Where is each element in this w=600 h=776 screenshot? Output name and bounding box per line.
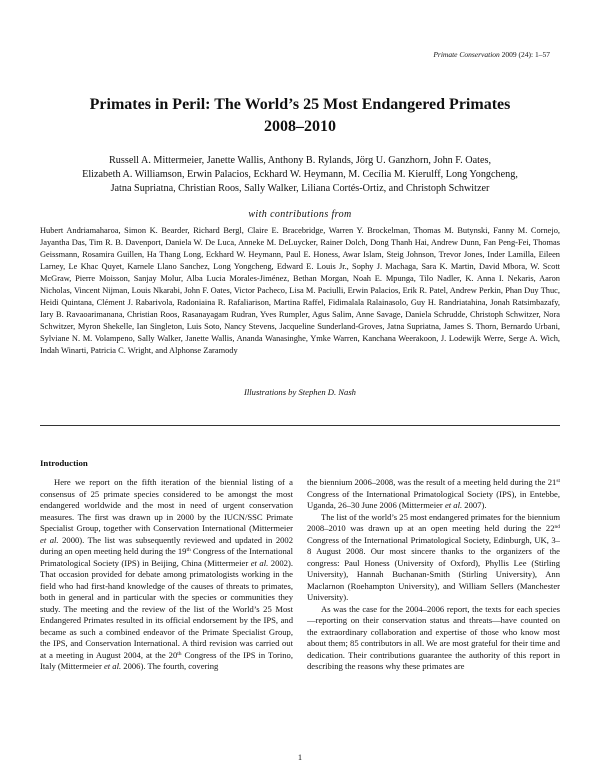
contributor-list: Hubert Andriamaharoa, Simon K. Bearder, Richard Bergl, Claire E. Bracebridge, Warren Y. Brockelman, Thomas M. Butynski, Fanny M. Cornejo, Jayantha Das, Tim R. B. Davenport, Daniela W. De Luca, Anneke M. DeLuycker, Rainer Dolch, Dong Thanh Hai, Andrew Dunn, Fan Peng-Fei, Thomas Geissmann, Rosamira Guillen, Ha Thang Long, Eckhard W. Heymann, Paul E. Honess, Awar Islam, Steig Johnson, Trevor Jones, Inder Lamilla, Eileen Larney, Le Khac Quyet, Karnele Llano Sanchez, Long Yongcheng, Edward E. Louis Jr., Sophy J. Machaga, Sara K. Martin, David Mbora, W. Scott McGraw, Pierre Moisson, Sanjay Molur, Alba Lucia Morales-Jiménez, Bethan Morgan, Noah E. Mpunga, Tilo Nadler, K. Anna I. Nekaris, Aaron Nicholas, Vincent Nijman, Louis Nkarabi, John F. Oates, Victor Pacheco, Lisa M. Paciulli, Erwin Palacios, Erik R. Patel, Andrew Perkin, Phan Duy Thuc, Heidi Quintana, Clément J. Rabarivola, Radoniaina R. Rafaliarison, Martina Raffel, Fidimalala Ralainasolo, Guy H. Randriatahina, Jonah Ratsimbazafy, Iary B. Ravaoarimanana, Christian Roos, Rasanayagam Rudran, Yves Rumpler, Agus Salim, Anne Savage, Daniela Schrudde, Christoph Schwitzer, Nora Schwitzer, Myron Shekelle, Ian Singleton, Luis Soto, Nancy Stevens, Jacqueline Sunderland-Groves, Jatna Supriatna, James S. Thorn, Bernardo Urbani, Sylviane N. M. Volampeno, Sally Walker, Janette Wallis, Ananda Wanasinghe, Ymke Warren, Kanchana Weerakoon, J. Lodewijk Werre, Serge A. Wich, Indah Winarti, Patricia C. Wright, and Alphonse Zaramody [40,226,560,355]
with-contributions-label: with contributions from [248,209,352,220]
intro-paragraph-continued: the biennium 2006–2008, was the result of a meeting held during the 21st Congress of the International Primatological Society (IPS), in Entebbe, Uganda, 26–30 June 2006 (Mittermeier et al. 2007). [307,477,560,510]
journal-reference [433,50,550,59]
intro-paragraph-1: Here we report on the fifth iteration of the biennial listing of a consensus of 25 primate species considered to be amongst the most endangered worldwide and the most in need of urgent conservation measures. The first was drawn up in 2000 by the IUCN/SSC Primate Specialist Group, together with Conservation International (Mittermeier et al. 2000). The list was subsequently reviewed and updated in 2002 during an open meeting held during the 19th Congress of the International Primatological Society (IPS) in Beijing, China (Mittermeier et al. 2002). That occasion provided for debate among primatologists working in the field who had first-hand knowledge of the causes of threats to primates, both in general and in particular with the species or communities they study. The meeting and the review of the list of the World’s 25 Most Endangered Primates resulted in its official endorsement by the IPS, and became as such a combined endeavor of the Primate Specialist Group, the IPS, and Conservation International. A third revision was carried out at a meeting in August 2004, at the 20th Congress of the IPS in Torino, Italy (Mittermeier et al. 2006). The fourth, covering [40,477,293,671]
body-column-right [307,477,560,742]
introduction-heading: Introduction [40,458,88,468]
author-line: Elizabeth A. Williamson, Erwin Palacios, Eckhard W. Heymann, M. Cecília M. Kierulff, Long Yongcheng, [82,169,518,180]
intro-paragraph-2: The list of the world’s 25 most endangered primates for the biennium 2008–2010 was drawn up at an open meeting held during the 22nd Congress of the International Primatological Society, Edinburgh, UK, 3–8 August 2008. Our most sincere thanks to the organizers of the congress: Paul Honess (University of Oxford), Phyllis Lee (Stirling University), Hannah Buchanan-Smith (Stirling University), Ann Maclarnon (Roehampton University), and William Sellers (Manchester University). [307,511,560,602]
title-line-2: 2008–2010 [264,118,336,135]
page-number: 1 [297,752,303,762]
section-divider [40,425,560,426]
author-line: Jatna Supriatna, Christian Roos, Sally Walker, Liliana Cortés-Ortiz, and Christoph Schwitzer [110,183,490,194]
paper-title [40,94,560,138]
intro-paragraph-3: As was the case for the 2004–2006 report, the texts for each species—reporting on their conservation status and threats—have counted on the extraordinary collaboration and expertise of those who know most about them; 85 contributors in all. We are most grateful for their time and dedication. Their contributions guarantee the authority of this report in describing the reasons why these primates are [307,603,560,671]
journal-name: Primate Conservation [433,50,500,59]
title-line-1: Primates in Peril: The World’s 25 Most Endangered Primates [89,96,511,113]
author-line: Russell A. Mittermeier, Janette Wallis, Anthony B. Rylands, Jörg U. Ganzhorn, John F. Oates, [109,155,491,166]
body-column-left [40,477,293,742]
author-list [55,154,545,196]
journal-issue: 2009 (24): 1–57 [501,50,550,59]
illustration-credit: Illustrations by Stephen D. Nash [244,387,356,397]
